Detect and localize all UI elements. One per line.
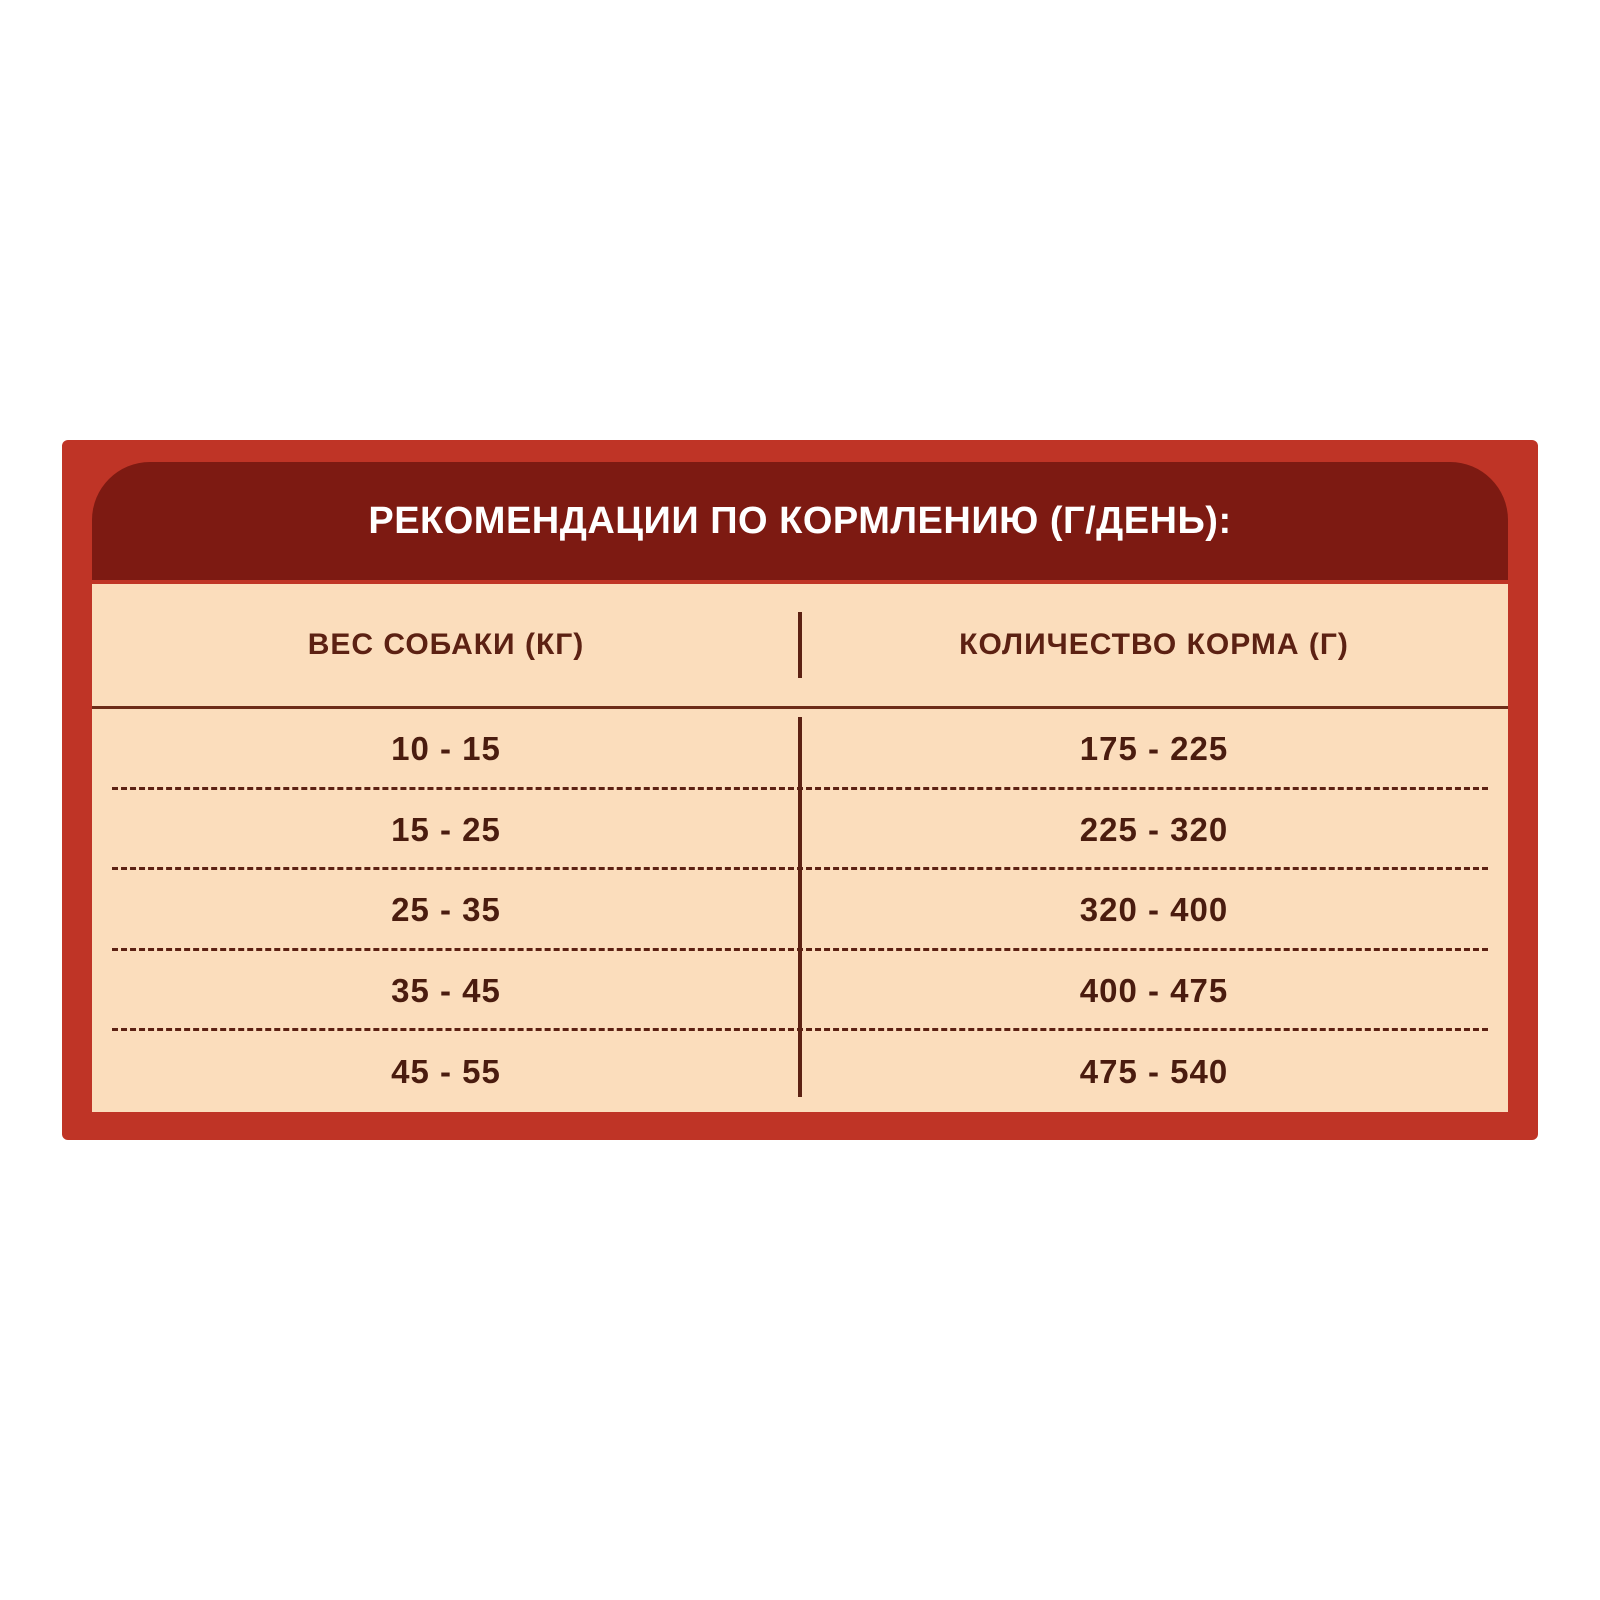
cell-food-amount: 400 - 475 [1079, 972, 1229, 1010]
table-header-row [92, 584, 1508, 709]
cell-dog-weight: 25 - 35 [391, 891, 501, 929]
header-column-divider [798, 612, 802, 678]
card-header [92, 462, 1508, 580]
cell-food-amount: 175 - 225 [1079, 730, 1229, 768]
cell-food-amount: 225 - 320 [1079, 810, 1229, 848]
cell-dog-weight: 45 - 55 [391, 1052, 501, 1090]
cell-food-amount: 320 - 400 [1079, 891, 1229, 929]
column-header-dog-weight: ВЕС СОБАКИ (КГ) [307, 628, 585, 661]
feeding-table [92, 584, 1508, 1112]
table-body [92, 709, 1508, 1112]
column-header-food-amount: КОЛИЧЕСТВО КОРМА (Г) [959, 628, 1349, 661]
cell-dog-weight: 15 - 25 [391, 810, 501, 848]
cell-dog-weight: 35 - 45 [391, 972, 501, 1010]
page-title: РЕКОМЕНДАЦИИ ПО КОРМЛЕНИЮ (Г/ДЕНЬ): [368, 499, 1232, 542]
body-column-divider [798, 717, 802, 1097]
feeding-recommendations-card [62, 440, 1538, 1140]
cell-food-amount: 475 - 540 [1079, 1052, 1229, 1090]
cell-dog-weight: 10 - 15 [391, 730, 501, 768]
